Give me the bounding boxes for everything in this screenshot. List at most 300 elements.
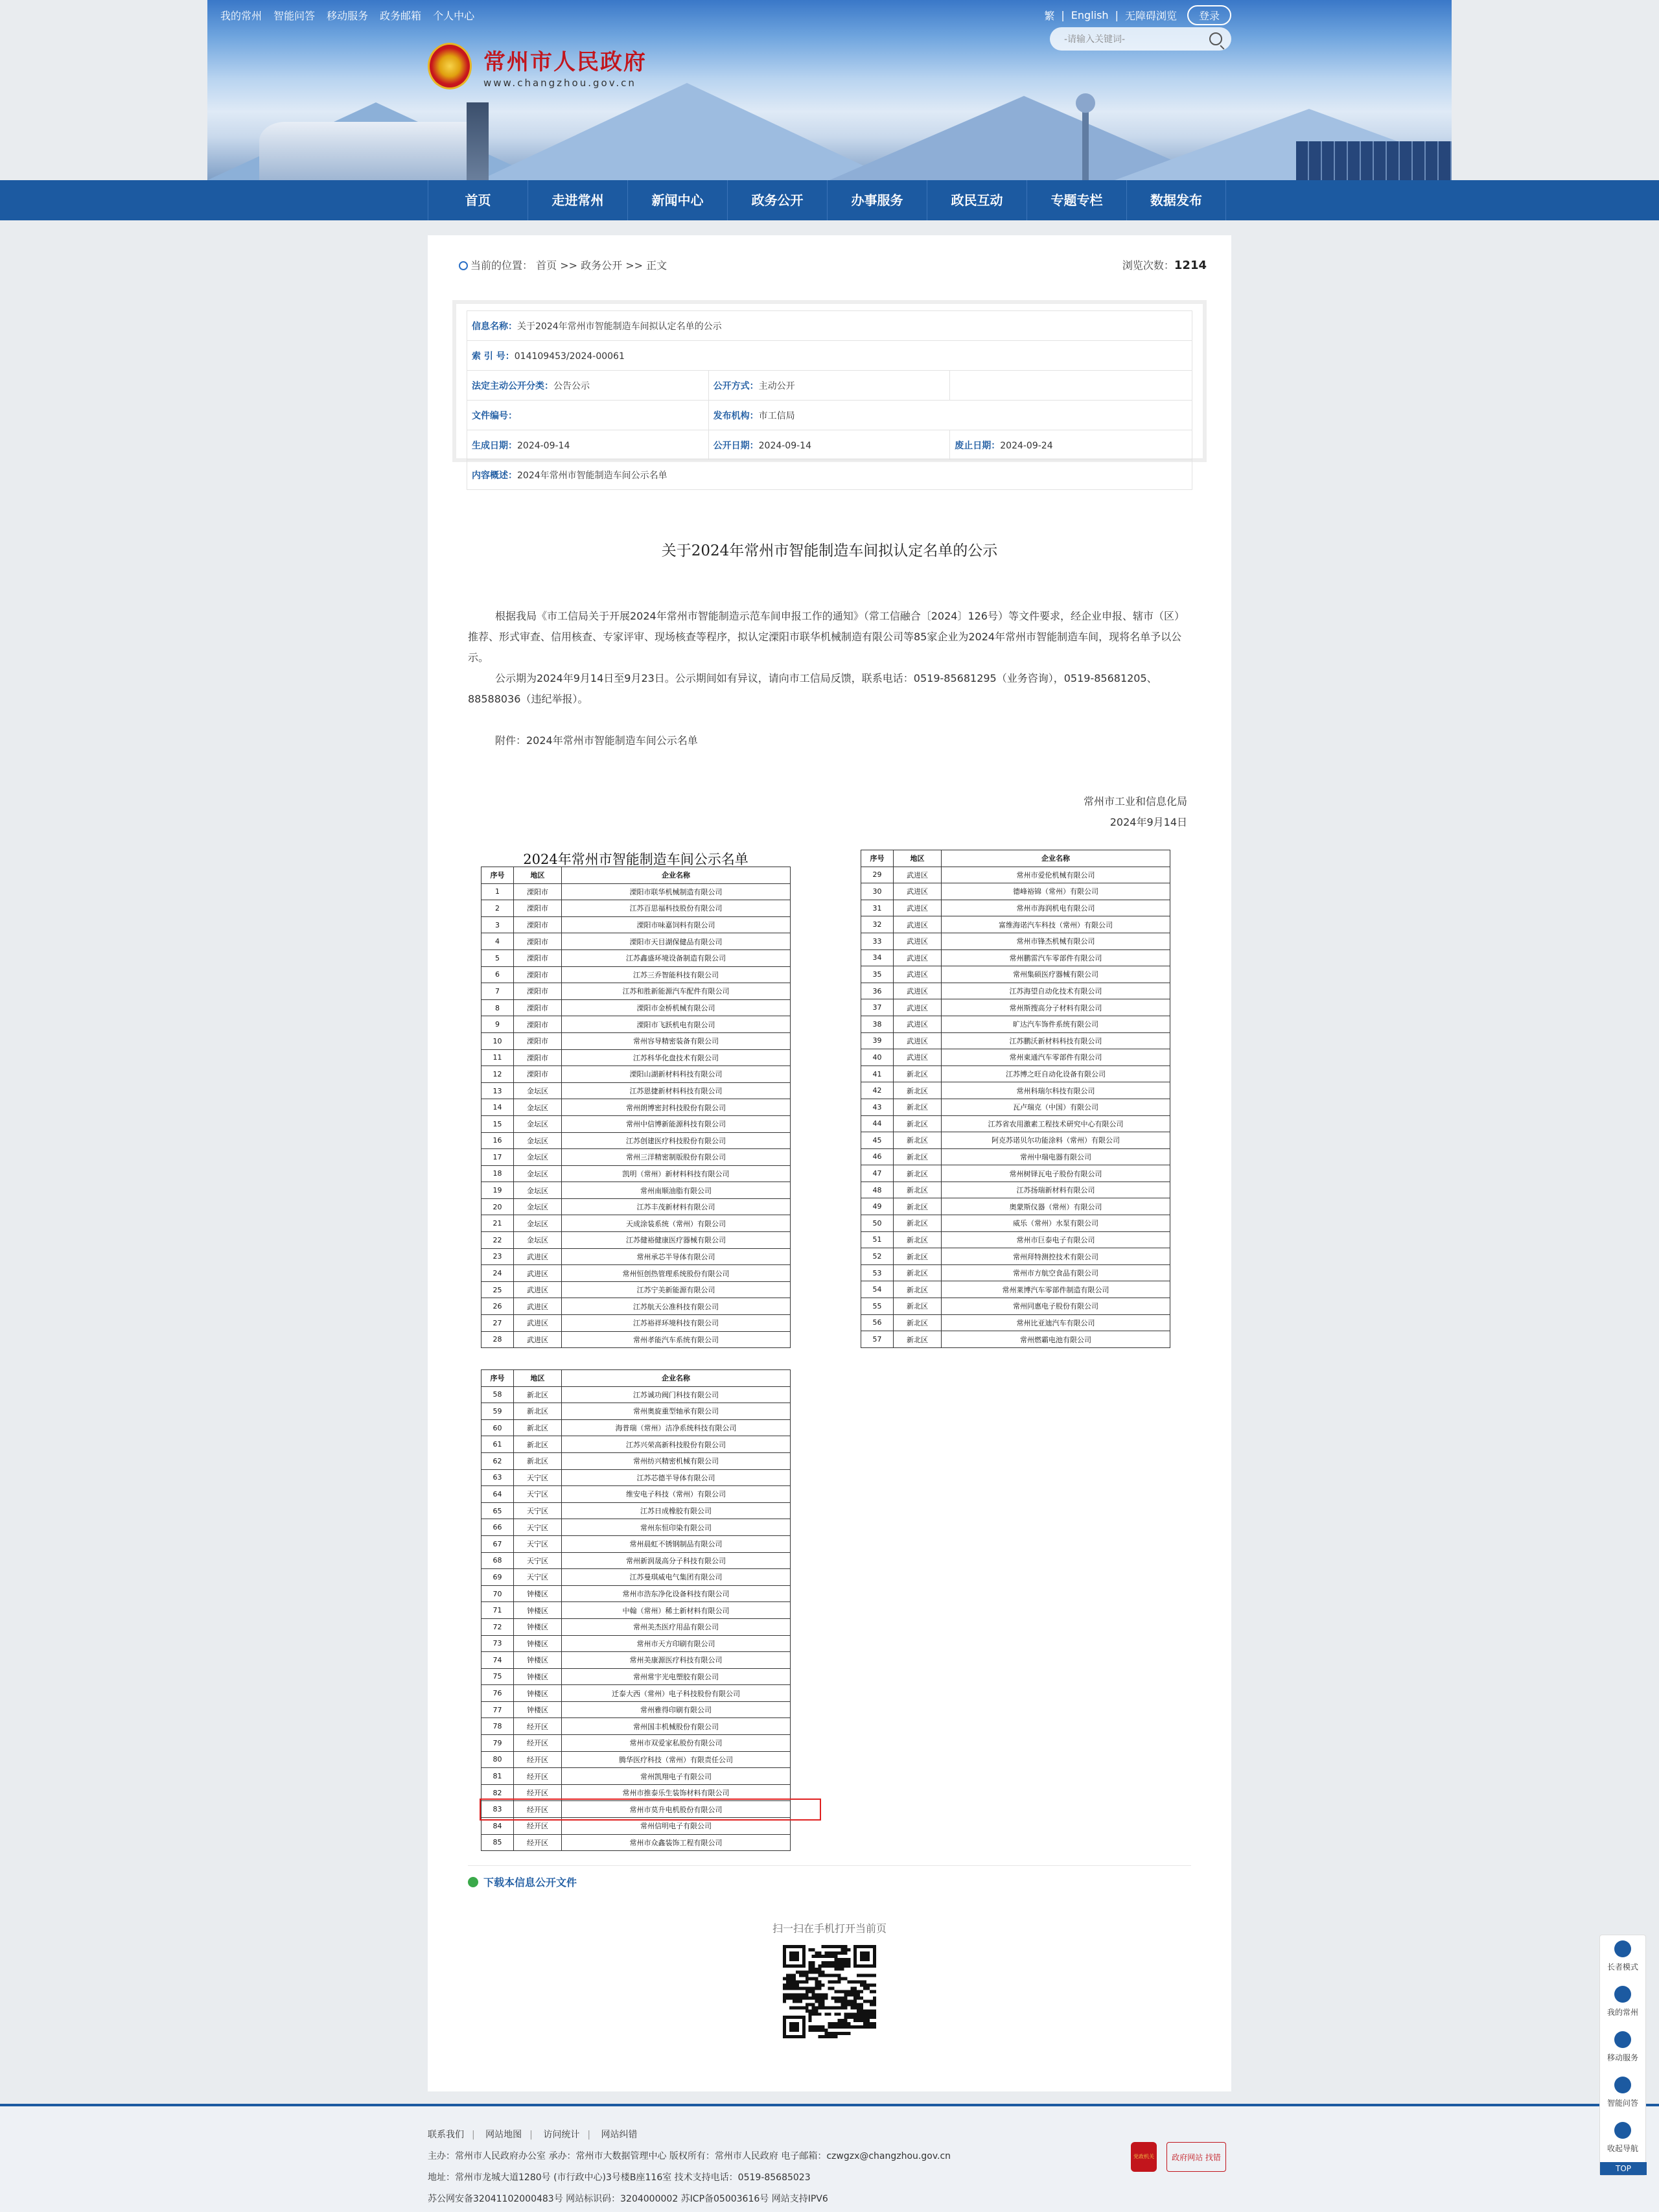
list-cell: 溧阳市 (514, 933, 562, 950)
nav-gov-open[interactable]: 政务公开 (727, 180, 827, 220)
list-row (481, 1403, 791, 1420)
list-cell: 江苏博之旺自动化设备有限公司 (942, 1065, 1170, 1082)
list-row (861, 1065, 1170, 1082)
login-button[interactable]: 登录 (1187, 5, 1231, 25)
list-cell: 经开区 (514, 1801, 562, 1818)
list-cell: 37 (861, 999, 894, 1016)
list-cell: 瓦卢瑞克（中国）有限公司 (942, 1099, 1170, 1115)
list-cell: 武进区 (894, 900, 942, 916)
footer-link-stats[interactable]: 访问统计 (543, 2130, 580, 2140)
list-cell: 新北区 (894, 1082, 942, 1099)
list-cell: 武进区 (514, 1298, 562, 1315)
list-row (481, 1165, 791, 1182)
footer-sponsor: 主办：常州市人民政府办公室 承办：常州市大数据管理中心 版权所有：常州市人民政府 电子邮箱：czwgzx@changzhou.gov.cn (428, 2151, 951, 2161)
list-cell: 江苏鑫盛环境设备制造有限公司 (562, 949, 791, 966)
list-cell: 经开区 (514, 1751, 562, 1768)
list-row (481, 1132, 791, 1149)
nav-news[interactable]: 新闻中心 (627, 180, 727, 220)
list-cell: 72 (481, 1618, 514, 1635)
list-cell: 5 (481, 949, 514, 966)
list-cell: 武进区 (894, 867, 942, 883)
list-cell: 溧阳市天目湖保健品有限公司 (562, 933, 791, 950)
list-cell: 8 (481, 999, 514, 1016)
list-cell: 天宁区 (514, 1519, 562, 1536)
list-cell: 新北区 (894, 1148, 942, 1165)
list-cell: 新北区 (894, 1215, 942, 1232)
list-header-cell: 地区 (894, 850, 942, 867)
list-cell: 金坛区 (514, 1182, 562, 1199)
list-cell: 新北区 (894, 1182, 942, 1198)
list-cell: 新北区 (894, 1298, 942, 1315)
list-cell: 74 (481, 1652, 514, 1669)
nav-home[interactable]: 首页 (428, 180, 528, 220)
list-cell: 新北区 (894, 1132, 942, 1149)
list-row (481, 983, 791, 1000)
list-row (861, 916, 1170, 933)
list-cell: 江苏省农用激素工程技术研究中心有限公司 (942, 1115, 1170, 1132)
nav-data[interactable]: 数据发布 (1126, 180, 1226, 220)
list-row (861, 1082, 1170, 1099)
list-cell: 81 (481, 1768, 514, 1785)
list-table-2 (861, 850, 1170, 1348)
list-cell: 13 (481, 1082, 514, 1099)
list-row (481, 1016, 791, 1033)
highlight-box (480, 1799, 821, 1821)
list-row (481, 1419, 791, 1436)
info-meta-table: 信息名称：关于2024年常州市智能制造车间拟认定名单的公示 索 引 号：014109453/2024-00061 法定主动公开分类：公告公示 公开方式：主动公开 文件编号： 发布机构：市工信局 生成日期：2024-09-14 公开日期：2024-09-14 废止日期：2024-09-24 内容概述：2024年常州市智能制造车间公示名单 (452, 300, 1207, 462)
list-cell: 32 (861, 916, 894, 933)
list-cell: 常州新润晟高分子科技有限公司 (562, 1552, 791, 1569)
list-cell: 溧阳市 (514, 1016, 562, 1033)
list-cell: 武进区 (894, 983, 942, 999)
list-row (481, 1718, 791, 1735)
download-link[interactable]: 下载本信息公开文件 (468, 1874, 577, 1889)
list-header-cell: 企业名称 (562, 1370, 791, 1387)
party-gov-badge[interactable]: 党政机关 (1131, 2142, 1157, 2172)
list-cell: 江苏日成橡胶有限公司 (562, 1502, 791, 1519)
list-cell: 常州容导精密装备有限公司 (562, 1032, 791, 1049)
list-cell: 溧阳市 (514, 966, 562, 983)
list-cell: 75 (481, 1668, 514, 1685)
list-cell: 溧阳市金桥机械有限公司 (562, 999, 791, 1016)
list-cell: 58 (481, 1386, 514, 1403)
list-cell: 常州承芯半导体有限公司 (562, 1248, 791, 1265)
list-cell: 溧阳市 (514, 1066, 562, 1083)
list-cell: 金坛区 (514, 1215, 562, 1232)
list-cell: 常州比亚迪汽车有限公司 (942, 1314, 1170, 1331)
footer-link-contact[interactable]: 联系我们 (428, 2130, 464, 2140)
list-cell: 常州科瑞尔科技有限公司 (942, 1082, 1170, 1099)
top-link-mailbox[interactable]: 政务邮箱 (380, 10, 422, 22)
list-row (481, 1552, 791, 1569)
list-cell: 79 (481, 1735, 514, 1752)
list-cell: 江苏诚功阀门科技有限公司 (562, 1386, 791, 1403)
list-cell: 海普瑞（常州）洁净系统科技有限公司 (562, 1419, 791, 1436)
list-cell: 新北区 (894, 1331, 942, 1348)
list-cell: 17 (481, 1149, 514, 1166)
list-cell: 33 (861, 933, 894, 949)
list-cell: 新北区 (894, 1264, 942, 1281)
list-cell: 溧阳市 (514, 916, 562, 933)
list-cell: 旷达汽车饰件系统有限公司 (942, 1016, 1170, 1032)
list-row (861, 1049, 1170, 1066)
list-cell: 常州市浩东净化设备科技有限公司 (562, 1585, 791, 1602)
lang-english[interactable]: English (1071, 9, 1109, 21)
list-cell: 26 (481, 1298, 514, 1315)
list-cell: 57 (861, 1331, 894, 1348)
list-cell: 金坛区 (514, 1132, 562, 1149)
list-cell: 51 (861, 1231, 894, 1248)
list-cell: 52 (861, 1248, 894, 1265)
footer-link-sitemap[interactable]: 网站地图 (485, 2130, 522, 2140)
list-row (861, 1231, 1170, 1248)
list-cell: 29 (861, 867, 894, 883)
list-cell: 腾华医疗科技（常州）有限责任公司 (562, 1751, 791, 1768)
breadcrumb-gov-open[interactable]: 政务公开 (581, 259, 623, 272)
list-cell: 武进区 (894, 1049, 942, 1066)
list-cell: 常州信明电子有限公司 (562, 1818, 791, 1835)
list-cell: 31 (861, 900, 894, 916)
list-cell: 常州燃霸电池有限公司 (942, 1331, 1170, 1348)
list-row (481, 1635, 791, 1652)
list-cell: 钟楼区 (514, 1685, 562, 1702)
list-row (861, 1165, 1170, 1182)
qr-code (783, 1945, 876, 2038)
nav-topics[interactable]: 专题专栏 (1027, 180, 1126, 220)
location-icon (459, 261, 468, 270)
list-cell: 常州中瑞电器有限公司 (942, 1148, 1170, 1165)
back-to-top-button[interactable]: TOP (1600, 2162, 1647, 2175)
list-cell: 55 (861, 1298, 894, 1315)
list-cell: 新北区 (514, 1452, 562, 1469)
list-cell: 常州中信博新能源科技有限公司 (562, 1115, 791, 1132)
sidebar-elder-mode[interactable]: 长者模式 (1600, 1935, 1645, 1981)
list-cell: 溧阳市 (514, 883, 562, 900)
breadcrumb: 当前的位置： 首页 >> 政务公开 >> 正文 (459, 257, 667, 272)
breadcrumb-current: 正文 (646, 259, 667, 272)
list-row (861, 1298, 1170, 1315)
top-link-personal[interactable]: 个人中心 (433, 10, 475, 22)
nav-services[interactable]: 办事服务 (827, 180, 927, 220)
list-cell: 新北区 (894, 1065, 942, 1082)
list-cell: 46 (861, 1148, 894, 1165)
list-row (861, 949, 1170, 966)
list-cell: 武进区 (894, 883, 942, 900)
list-row (481, 1701, 791, 1718)
list-cell: 武进区 (894, 999, 942, 1016)
sidebar-smart-qa[interactable]: 智能问答 (1600, 2071, 1645, 2117)
list-row (481, 1751, 791, 1768)
list-row (861, 1099, 1170, 1115)
list-cell: 武进区 (514, 1265, 562, 1282)
list-cell: 江苏航天公准科技有限公司 (562, 1298, 791, 1315)
list-cell: 常州东恒印染有限公司 (562, 1519, 791, 1536)
list-table-1 (481, 867, 791, 1348)
list-cell: 常州国丰机械股份有限公司 (562, 1718, 791, 1735)
list-cell: 维安电子科技（常州）有限公司 (562, 1486, 791, 1503)
list-cell: 钟楼区 (514, 1635, 562, 1652)
list-row (481, 1585, 791, 1602)
list-cell: 经开区 (514, 1768, 562, 1785)
list-row (861, 1198, 1170, 1215)
gov-site-error-badge[interactable]: 政府网站 找错 (1166, 2142, 1226, 2172)
list-cell: 常州纺兴精密机械有限公司 (562, 1452, 791, 1469)
list-cell: 22 (481, 1232, 514, 1249)
sidebar-collapse[interactable]: 收起导航 (1600, 2117, 1645, 2162)
list-cell: 富维海诺汽车科技（常州）有限公司 (942, 916, 1170, 933)
list-row (861, 966, 1170, 983)
sidebar-my-changzhou[interactable]: 我的常州 (1600, 1981, 1645, 2026)
list-cell: 12 (481, 1066, 514, 1083)
nav-interaction[interactable]: 政民互动 (927, 180, 1027, 220)
list-cell: 经开区 (514, 1784, 562, 1801)
list-cell: 73 (481, 1635, 514, 1652)
list-cell: 常州三洋精密制版股份有限公司 (562, 1149, 791, 1166)
list-cell: 常州市爱伦机械有限公司 (942, 867, 1170, 883)
floating-sidebar (1599, 1935, 1646, 2176)
list-cell: 82 (481, 1784, 514, 1801)
list-row (481, 1182, 791, 1199)
article-title: 关于2024年常州市智能制造车间拟认定名单的公示 (661, 542, 998, 559)
list-cell: 49 (861, 1198, 894, 1215)
list-row (861, 900, 1170, 916)
list-cell: 天成涂装系统（常州）有限公司 (562, 1215, 791, 1232)
list-row (481, 900, 791, 917)
header (0, 0, 1659, 180)
list-cell: 钟楼区 (514, 1618, 562, 1635)
list-row (481, 883, 791, 900)
list-cell: 常州市天方印刷有限公司 (562, 1635, 791, 1652)
list-cell: 江苏海望自动化技术有限公司 (942, 983, 1170, 999)
list-cell: 江苏裕祥环境科技有限公司 (562, 1315, 791, 1332)
footer-address: 地址：常州市龙城大道1280号 (市行政中心)3号楼B座116室 技术支持电话：0519-85685023 (428, 2172, 811, 2183)
list-cell: 天宁区 (514, 1486, 562, 1503)
qr-caption: 扫一扫在手机打开当前页 (772, 1922, 887, 1935)
list-row (481, 1248, 791, 1265)
list-row (481, 999, 791, 1016)
divider (468, 1865, 1191, 1866)
list-cell: 常州斯搜高分子材料有限公司 (942, 999, 1170, 1016)
list-header-cell: 企业名称 (942, 850, 1170, 867)
list-cell: 金坛区 (514, 1165, 562, 1182)
list-cell: 41 (861, 1065, 894, 1082)
list-row (481, 1452, 791, 1469)
list-row (481, 1768, 791, 1785)
list-row (861, 933, 1170, 949)
list-cell: 武进区 (514, 1281, 562, 1298)
list-cell: 67 (481, 1535, 514, 1552)
list-cell: 常州市众鑫装饰工程有限公司 (562, 1834, 791, 1851)
signature-date: 2024年9月14日 (1109, 816, 1187, 828)
list-row (861, 1182, 1170, 1198)
list-row (481, 1486, 791, 1503)
list-cell: 江苏科华化盘技术有限公司 (562, 1049, 791, 1066)
list-row (481, 1685, 791, 1702)
list-row (481, 1082, 791, 1099)
list-cell: 63 (481, 1469, 514, 1486)
list-cell: 新北区 (514, 1386, 562, 1403)
list-cell: 常州拜特测控技术有限公司 (942, 1248, 1170, 1265)
list-header-cell: 序号 (481, 867, 514, 884)
search-placeholder: -请输入关键词- (1064, 34, 1126, 45)
view-count: 浏览次数：1214 (1122, 259, 1207, 272)
list-row (861, 983, 1170, 999)
list-cell: 30 (861, 883, 894, 900)
list-cell: 常州孝能汽车系统有限公司 (562, 1331, 791, 1348)
list-row (481, 1834, 791, 1851)
list-cell: 85 (481, 1834, 514, 1851)
list-cell: 常州雅得印刷有限公司 (562, 1701, 791, 1718)
list-row (481, 1066, 791, 1083)
accessibility-link[interactable]: 无障碍浏览 (1124, 10, 1177, 22)
list-cell: 江苏健裕健康医疗器械有限公司 (562, 1232, 791, 1249)
list-cell: 常州常宇光电塑胶有限公司 (562, 1668, 791, 1685)
list-cell: 金坛区 (514, 1082, 562, 1099)
list-row (481, 1215, 791, 1232)
list-cell: 15 (481, 1115, 514, 1132)
list-row (481, 1115, 791, 1132)
breadcrumb-home[interactable]: 首页 (536, 259, 557, 272)
footer-link-report-error[interactable]: 网站纠错 (601, 2130, 638, 2140)
list-cell: 经开区 (514, 1718, 562, 1735)
list-cell: 56 (861, 1314, 894, 1331)
list-row (481, 1668, 791, 1685)
info-name: 关于2024年常州市智能制造车间拟认定名单的公示 (517, 321, 722, 332)
search-input[interactable] (1050, 27, 1231, 51)
list-row (481, 1331, 791, 1348)
main-nav (0, 180, 1659, 220)
list-cell: 常州市双爱家私股份有限公司 (562, 1735, 791, 1752)
list-cell: 54 (861, 1281, 894, 1298)
list-cell: 溧阳市 (514, 900, 562, 917)
list-cell: 10 (481, 1032, 514, 1049)
list-cell: 新北区 (514, 1436, 562, 1453)
list-cell: 武进区 (894, 916, 942, 933)
list-cell: 27 (481, 1315, 514, 1332)
list-cell: 江苏百思福科技股份有限公司 (562, 900, 791, 917)
list-cell: 47 (861, 1165, 894, 1182)
search-icon[interactable] (1209, 32, 1222, 45)
top-right-links: 繁 | English | 无障碍浏览 登录 (1044, 5, 1231, 25)
lang-traditional[interactable]: 繁 (1044, 10, 1055, 22)
list-row (481, 1519, 791, 1536)
list-row (861, 1264, 1170, 1281)
list-row (481, 1198, 791, 1215)
list-cell: 常州南顺油脂有限公司 (562, 1182, 791, 1199)
list-cell: 溧阳市 (514, 1049, 562, 1066)
list-row (861, 867, 1170, 883)
list-cell: 新北区 (894, 1198, 942, 1215)
list-row (861, 1115, 1170, 1132)
list-cell: 天宁区 (514, 1552, 562, 1569)
list-cell: 9 (481, 1016, 514, 1033)
list-row (861, 1148, 1170, 1165)
list-cell: 36 (861, 983, 894, 999)
list-cell: 溧阳市 (514, 999, 562, 1016)
list-cell: 66 (481, 1519, 514, 1536)
list-cell: 80 (481, 1751, 514, 1768)
list-cell: 34 (861, 949, 894, 966)
list-cell: 江苏三乔智能科技有限公司 (562, 966, 791, 983)
list-row (861, 1132, 1170, 1149)
list-row (481, 1232, 791, 1249)
list-cell: 天宁区 (514, 1502, 562, 1519)
sidebar-mobile[interactable]: 移动服务 (1600, 2026, 1645, 2071)
list-cell: 常州集硕医疗器械有限公司 (942, 966, 1170, 983)
list-cell: 71 (481, 1602, 514, 1619)
list-cell: 金坛区 (514, 1232, 562, 1249)
list-cell: 武进区 (894, 933, 942, 949)
list-row (861, 1314, 1170, 1331)
list-cell: 溧阳山湖新材料科技有限公司 (562, 1066, 791, 1083)
list-cell: 凯明（常州）新材料科技有限公司 (562, 1165, 791, 1182)
list-cell: 新北区 (514, 1419, 562, 1436)
list-cell: 武进区 (894, 949, 942, 966)
list-cell: 武进区 (894, 1032, 942, 1049)
top-link-my-changzhou[interactable]: 我的常州 (220, 10, 262, 22)
list-cell: 常州市莫升电机股份有限公司 (562, 1801, 791, 1818)
top-bar (220, 5, 1231, 27)
list-row (861, 883, 1170, 900)
list-row (481, 1315, 791, 1332)
list-cell: 江苏丰茂新材料有限公司 (562, 1198, 791, 1215)
footer-links: 联系我们 | 网站地图 | 访问统计 | 网站纠错 (428, 2130, 638, 2140)
list-row (861, 999, 1170, 1016)
list-cell: 42 (861, 1082, 894, 1099)
list-row (481, 1049, 791, 1066)
list-row (481, 1436, 791, 1453)
list-cell: 18 (481, 1165, 514, 1182)
list-cell: 钟楼区 (514, 1701, 562, 1718)
list-cell: 江苏恩捷新材料科技有限公司 (562, 1082, 791, 1099)
list-cell: 常州凯翔电子有限公司 (562, 1768, 791, 1785)
list-row (481, 933, 791, 950)
list-cell: 阿克苏诺贝尔功能涂料（常州）有限公司 (942, 1132, 1170, 1149)
list-cell: 2 (481, 900, 514, 917)
list-cell: 天宁区 (514, 1469, 562, 1486)
top-link-smart-qa[interactable]: 智能问答 (273, 10, 316, 22)
list-cell: 溧阳市飞跃机电有限公司 (562, 1016, 791, 1033)
list-cell: 70 (481, 1585, 514, 1602)
list-cell: 天宁区 (514, 1535, 562, 1552)
solar-panels (1296, 141, 1452, 180)
list-cell: 59 (481, 1403, 514, 1420)
list-cell: 新北区 (894, 1115, 942, 1132)
top-link-mobile[interactable]: 移动服务 (327, 10, 369, 22)
list-row (481, 1618, 791, 1635)
list-header-cell: 企业名称 (562, 867, 791, 884)
list-cell: 德峰裕锦（常州）有限公司 (942, 883, 1170, 900)
list-row (481, 949, 791, 966)
close-icon (1614, 2122, 1631, 2139)
list-cell: 64 (481, 1486, 514, 1503)
list-row (861, 1281, 1170, 1298)
list-cell: 45 (861, 1132, 894, 1149)
list-cell: 11 (481, 1049, 514, 1066)
article-attachment-note: 附件：2024年常州市智能制造车间公示名单 (495, 734, 698, 747)
list-cell: 新北区 (894, 1099, 942, 1115)
list-cell: 江苏鹏沃新材料科技有限公司 (942, 1032, 1170, 1049)
list-cell: 常州市锋杰机械有限公司 (942, 933, 1170, 949)
list-cell: 江苏和胜新能源汽车配件有限公司 (562, 983, 791, 1000)
list-cell: 常州美康源医疗科技有限公司 (562, 1652, 791, 1669)
list-cell: 溧阳市味嘉饲料有限公司 (562, 916, 791, 933)
list-row (481, 1569, 791, 1586)
site-logo[interactable] (428, 43, 647, 89)
nav-about[interactable]: 走进常州 (528, 180, 627, 220)
list-cell: 溧阳市 (514, 949, 562, 966)
list-cell: 44 (861, 1115, 894, 1132)
